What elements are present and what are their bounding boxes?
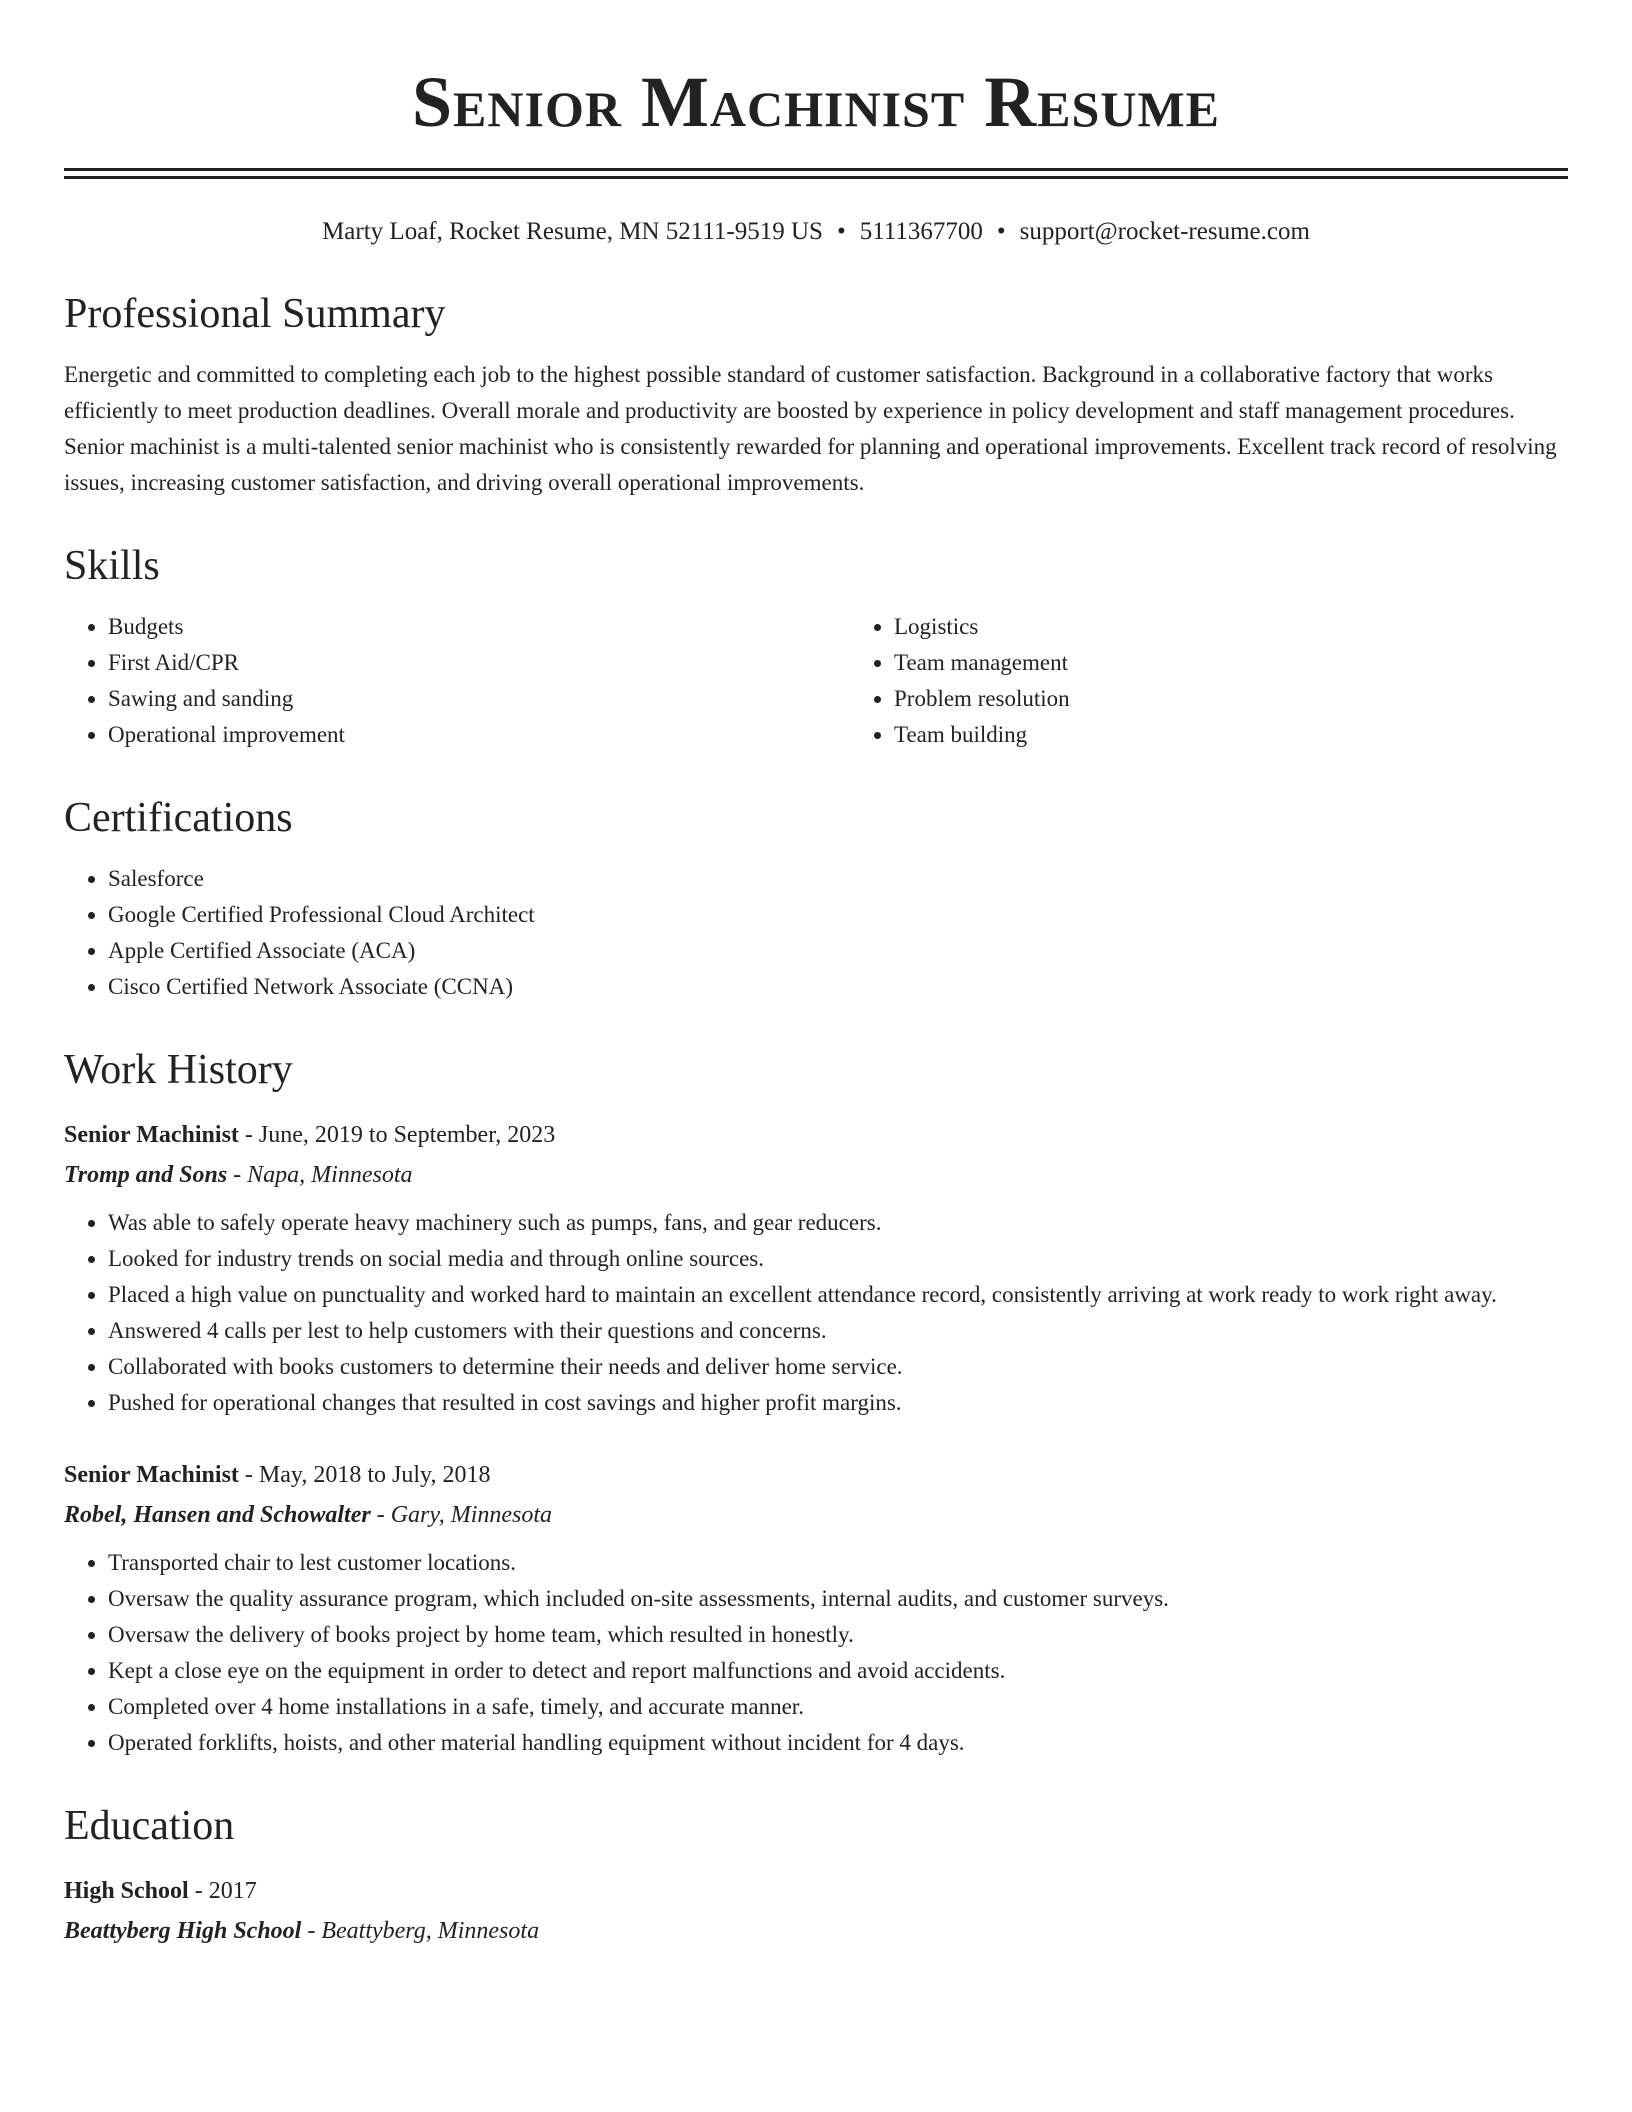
job-bullet: • Transported chair to lest customer locations. — [108, 1545, 1568, 1581]
education-school: Beattyberg High School — [64, 1918, 302, 1944]
job-bullet: • Oversaw the quality assurance program, which included on-site assessments, internal audits, and customer surveys. — [108, 1581, 1568, 1617]
job-company: Tromp and Sons — [64, 1162, 228, 1188]
summary-section — [64, 289, 1568, 501]
work-history-section — [64, 1045, 1568, 1761]
certification-item: • Google Certified Professional Cloud Architect — [108, 897, 1568, 933]
education-header — [64, 1871, 1568, 1911]
skill-item: • Sawing and sanding — [108, 681, 850, 717]
contact-line — [64, 215, 1568, 249]
contact-email: support@rocket-resume.com — [1019, 218, 1310, 245]
contact-separator: • — [996, 218, 1006, 245]
job-bullet: • Answered 4 calls per lest to help customers with their questions and concerns. — [108, 1313, 1568, 1349]
job-bullet: • Kept a close eye on the equipment in order to detect and report malfunctions and avoid accidents. — [108, 1653, 1568, 1689]
skills-list-left — [64, 609, 850, 753]
skill-item: • Team building — [894, 717, 1632, 753]
certification-item: • Salesforce — [108, 861, 1568, 897]
job-employer — [64, 1155, 1568, 1195]
contact-phone: 5111367700 — [859, 218, 983, 245]
dash: - — [307, 1918, 316, 1944]
skill-item: • Budgets — [108, 609, 850, 645]
summary-heading: Professional Summary — [64, 291, 446, 337]
job-location: Gary, Minnesota — [390, 1502, 553, 1528]
job-bullet: • Completed over 4 home installations in a safe, timely, and accurate manner. — [108, 1689, 1568, 1725]
skills-section — [64, 541, 1568, 753]
certifications-list — [64, 861, 1568, 1005]
job-bullet: • Was able to safely operate heavy machinery such as pumps, fans, and gear reducers. — [108, 1205, 1568, 1241]
skills-list-right — [850, 609, 1632, 753]
work-history-heading: Work History — [64, 1047, 293, 1093]
title-double-rule — [64, 168, 1568, 179]
dash: - — [376, 1502, 385, 1528]
job-bullet: • Oversaw the delivery of books project by home team, which resulted in honestly. — [108, 1617, 1568, 1653]
job-header — [64, 1115, 1568, 1155]
education-location: Beattyberg, Minnesota — [321, 1918, 540, 1944]
job-bullets — [64, 1545, 1568, 1761]
skills-heading: Skills — [64, 543, 160, 589]
skill-item: • Team management — [894, 645, 1632, 681]
certification-item: • Cisco Certified Network Associate (CCNA) — [108, 969, 1568, 1005]
education-degree: High School — [64, 1878, 189, 1904]
job-role: Senior Machinist — [64, 1462, 239, 1488]
dash: - — [194, 1878, 203, 1904]
dash: - — [244, 1462, 253, 1488]
dash: - — [233, 1162, 242, 1188]
job-role: Senior Machinist — [64, 1122, 239, 1148]
certification-item: • Apple Certified Associate (ACA) — [108, 933, 1568, 969]
certifications-heading: Certifications — [64, 795, 293, 841]
education-school-line — [64, 1911, 1568, 1951]
education-heading: Education — [64, 1803, 235, 1849]
job-dates: June, 2019 to September, 2023 — [258, 1122, 556, 1148]
job-dates: May, 2018 to July, 2018 — [258, 1462, 491, 1488]
job-bullet: • Collaborated with books customers to determine their needs and deliver home service. — [108, 1349, 1568, 1385]
job-location: Napa, Minnesota — [247, 1162, 413, 1188]
job-employer — [64, 1495, 1568, 1535]
resume-page — [64, 0, 1568, 1951]
skill-item: • Operational improvement — [108, 717, 850, 753]
contact-separator: • — [836, 218, 846, 245]
page-title: Senior Machinist Resume — [411, 62, 1220, 142]
dash: - — [244, 1122, 253, 1148]
job-entry — [64, 1115, 1568, 1421]
job-header — [64, 1455, 1568, 1495]
certifications-section — [64, 793, 1568, 1005]
job-bullet: • Placed a high value on punctuality and worked hard to maintain an excellent attendance record, consistently arriving at work ready to work right away. — [108, 1277, 1568, 1313]
skill-item: • Problem resolution — [894, 681, 1632, 717]
education-section — [64, 1801, 1568, 1951]
skills-columns — [64, 591, 1568, 753]
job-bullet: • Pushed for operational changes that resulted in cost savings and higher profit margins. — [108, 1385, 1568, 1421]
job-company: Robel, Hansen and Schowalter — [64, 1502, 371, 1528]
skill-item: • Logistics — [894, 609, 1632, 645]
education-year: 2017 — [208, 1878, 257, 1904]
job-entry — [64, 1455, 1568, 1761]
skill-item: • First Aid/CPR — [108, 645, 850, 681]
job-bullet: • Operated forklifts, hoists, and other material handling equipment without incident for 4 days. — [108, 1725, 1568, 1761]
summary-text: Energetic and committed to completing each job to the highest possible standard of customer satisfaction. Background in a collaborative factory that works efficiently to meet production deadlines. Overall morale and productivity are boosted by experience in policy development and staff management procedures. Senior machinist is a multi-talented senior machinist who is consistently rewarded for planning and operational improvements. Excellent track record of resolving issues, increasing customer satisfaction, and driving overall operational improvements. — [64, 362, 1557, 495]
contact-address: Marty Loaf, Rocket Resume, MN 52111-9519 US — [322, 218, 823, 245]
job-bullets — [64, 1205, 1568, 1421]
job-bullet: • Looked for industry trends on social media and through online sources. — [108, 1241, 1568, 1277]
